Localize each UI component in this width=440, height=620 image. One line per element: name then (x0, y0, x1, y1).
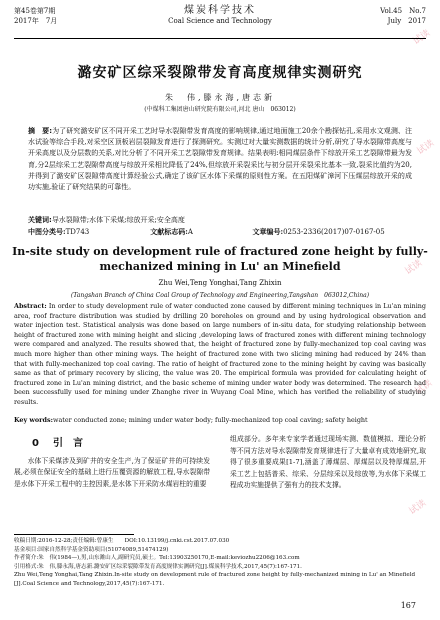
body-paragraph: 组成部分。多年来专家学者通过现场实测、数值模拟、理论分析等不同方法对导水裂隙带发育规律进行了大量卓有成效地研究,取得了很多重要成果[1-7],涵盖了薄煤层、厚煤层以及特厚煤层,开采工艺上包括普采、综采、分层综采以及综放等,为水体下采煤工程成功实施提供了强有力的技术支撑。 (230, 435, 426, 490)
paper-title-cn: 潞安矿区综采裂隙带发育高度规律实测研究 (77, 65, 363, 81)
section-heading (32, 438, 210, 450)
abstract-en (14, 302, 426, 408)
footnote-fund: 基金项目:国家自然科学基金资助项目(51074089,51474129) (14, 546, 169, 553)
doi-text: DOI:10.13199/j.cnki.cst.2017.07.030 (124, 538, 230, 544)
paper-title-en: In-site study on development rule of fractured zone height by fully-mechanized mining in Lu' an Minefield (12, 245, 428, 273)
section-title: 引 言 (52, 438, 83, 449)
abstract-cn-text: 为了研究潞安矿区不同开采工艺时导水裂隙带发育高度的影响规律,通过地面施工20余个勘探钻孔,采用水文观测、注水试验等综合手段,对采空区顶板岩层裂隙发育进行了探测研究。实测过对大量实测数据的统计分析,研究了导水裂隙带高度与开采高度以及分层数的关系,对比分析了不同开采工艺裂隙带发育规律。结果表明:相同煤层条件下综放开采工艺裂隙带最为发育,分2层综采工艺裂隙带高度与综放开采相比降低了24%,但综放开采裂采比与初分层开采裂采比基本一致,裂采比值约为20,并得到了潞安矿区裂隙带高度计算经验公式,确定了该矿区水体下采煤的原则性方案。在五阳煤矿漳河下压煤层综放开采的成功实施,验证了研究结果的可靠性。 (28, 127, 412, 192)
footnote-received (14, 537, 426, 546)
year-month-cn: 2017年 7月 (14, 17, 58, 25)
keywords-en-label: Key words: (14, 416, 53, 424)
month-year-en: July 2017 (387, 17, 426, 25)
page-number: 167 (400, 601, 416, 610)
body-column-right (230, 434, 426, 492)
footnote-author: 作者简介:朱 伟(1984—),男,山东潍山人,副研究员,硕士。Tel:13903250170,E-mail:keviozhu2206@163.com (14, 555, 300, 562)
authors-cn: 朱 伟,滕永海,唐志新 (164, 93, 276, 102)
abstract-en-label: Abstract: (14, 302, 47, 310)
abstract-cn (28, 126, 412, 193)
doc-code-value: A (187, 228, 193, 236)
keywords-cn-text: 导水裂隙带;水体下采煤;综放开采;安全高度 (51, 216, 185, 224)
footnote-citation-en: Zhu Wei,Teng Yonghai,Tang Zhixin.In-site study on development rule of fractured zone height by fully-mechanized mining in Lu' an Minefield [J].Coal Science and Technology,2017,45(7):167-171. (14, 572, 416, 587)
body-paragraph: 水体下采煤涉及到矿井的安全生产,为了保证矿井的可持续发展,必须在保证安全的基础上进行压覆资源的解放工程,导水裂隙带是水体下开采工程中的主控因素,是水体下开采防水煤岩柱的重要 (14, 456, 210, 488)
watermark-text: 试读 (407, 498, 429, 517)
body-column-left (14, 434, 210, 490)
keywords-en (14, 416, 426, 426)
journal-name-cn: 煤炭科学技术 (184, 5, 256, 16)
keywords-cn-label: 关键词: (28, 216, 52, 224)
running-header (14, 6, 426, 42)
watermark-text: 试读 (403, 258, 425, 277)
section-number: 0 (32, 438, 39, 449)
footnotes (14, 537, 426, 589)
journal-name-en: Coal Science and Technology (168, 17, 272, 25)
header-rule (14, 38, 426, 39)
clc-value: TD743 (65, 228, 90, 236)
keywords-cn (28, 215, 412, 225)
affiliation-en: (Tangshan Branch of China Coal Group of Technology and Engineering,Tangshan 063012,China) (70, 292, 370, 299)
watermark-text: 试读 (415, 138, 437, 157)
header-right (380, 6, 426, 26)
header-center (14, 6, 426, 26)
abstract-cn-label: 摘 要: (28, 127, 53, 135)
affiliation-cn: (中煤科工集团唐山研究院有限公司,河北 唐山 063012) (144, 106, 296, 113)
volume-issue-cn: 第45卷第7期 (14, 7, 56, 15)
volume-issue-en: Vol.45 No.7 (380, 7, 426, 15)
watermark-text: 试读 (411, 28, 433, 47)
doc-code-label: 文献标志码: (150, 227, 188, 236)
clc-label: 中图分类号: (28, 227, 66, 236)
footnote-rule (14, 534, 134, 535)
abstract-en-text: In order to study development rule of water conducted zone caused by different mining techniques in Lu'an mining area, roof fracture distribution was studied by drilling 20 boreholes on ground and by using hydrological observation and water injection test. Statistical analysis was done based on large numbers of in-situ data, for studying relationship between height of fractured zone with mining height and slicing ,developing laws of fractured zones with different mining technology were compared and analyzed. The results showed that, the height of fractured zone by fully-mechanized top coal caving was much more higher than other mining ways. The height of fractured zone with two slicing mining had reduced by 24% than that with fully-mechanized top coal caving. The ratio of height of fractured zone to the mining height by caving was basically same as that of primary recovery by slicing, the value was 20. The empirical formula was provided for calculating height of fractured zone in Lu'an mining district, and the basic scheme of mining under water body was determined. The research had been successfully used for mining under Zhanghe river in Wuyang Coal Mine, which has verified the reliability of studying results. (14, 302, 426, 406)
classification-line (28, 227, 412, 237)
footnote-citation-cn: 引用格式:朱 伟,滕永海,唐志新.潞安矿区综采裂隙带发育高度规律实测研究[J].煤炭科学技术,2017,45(7):167-171. (14, 563, 302, 570)
article-no-label: 文章编号: (252, 227, 284, 236)
article-no-value: 0253-2336(2017)07-0167-05 (283, 228, 385, 236)
received-text: 收稿日期:2016-12-28;责任编辑:曾康生 (14, 538, 114, 544)
watermark-text: 试读 (413, 378, 435, 397)
authors-en: Zhu Wei,Teng Yonghai,Tang Zhixin (158, 279, 282, 287)
keywords-en-text: water conducted zone; mining under water body; fully-mechanized top coal caving; safety height (52, 416, 368, 424)
